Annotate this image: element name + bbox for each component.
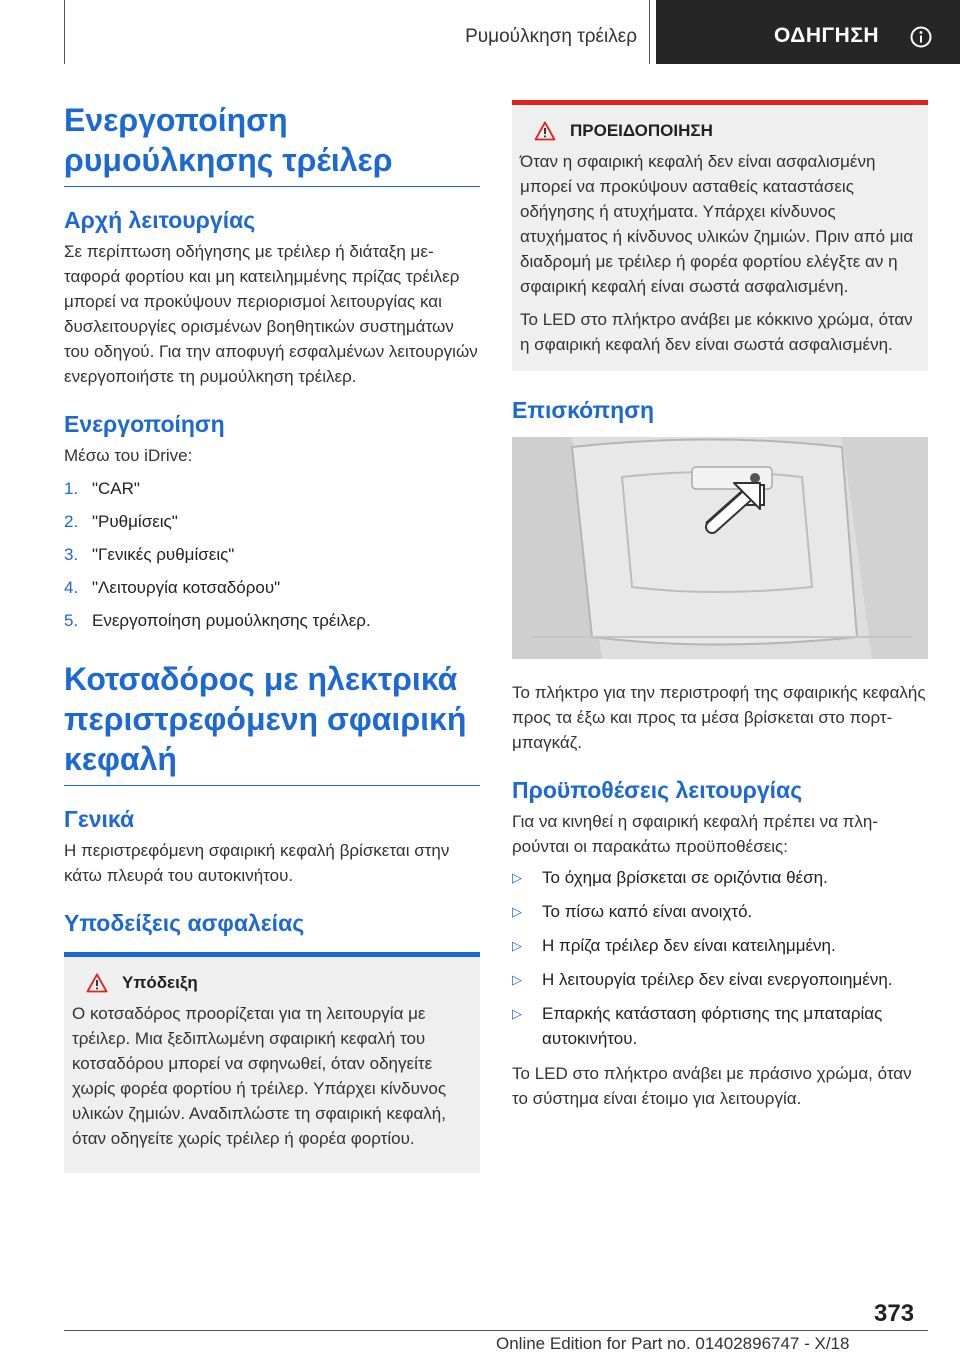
triangle-bullet-icon: ▷	[512, 1006, 522, 1021]
heading-trailer-activation: Ενεργοποίηση ρυμούλκησης τρέιλερ	[64, 100, 480, 187]
heading-electric-hitch: Κοτσαδόρος με ηλεκτρικά περιστρεφόμενη σφαιρική κεφαλή	[64, 659, 480, 786]
paragraph-principle: Σε περίπτωση οδήγησης με τρέιλερ ή διάταξη μεταφορά φορτίου και μη κατειλημμένης πρίζας τρέιλερ μπορεί να προκύψουν περιορισμοί λειτουργίας και δυσλειτουργίες ορισμένων βοηθητικών συστημάτων του οδηγού. Για την αποφυγή εσφαλμένων λειτουργιών ενεργοποιήστε τη ρυμούλκηση τρέιλερ.	[64, 242, 478, 386]
paragraph-green-led: Το LED στο πλήκτρο ανάβει με πράσινο χρώμα, όταν το σύστημα είναι έτοιμο για λειτουργία.	[512, 1064, 912, 1108]
warning-triangle-icon	[86, 973, 108, 993]
header-section-title: Ρυμούλκηση τρέιλερ	[465, 26, 637, 47]
warning-box	[512, 100, 928, 371]
warning-title: ΠΡΟΕΙΔΟΠΟΙΗΣΗ	[520, 121, 920, 141]
header-chapter-tab	[656, 0, 960, 64]
triangle-bullet-icon: ▷	[512, 904, 522, 919]
heading-general: Γενικά	[64, 806, 135, 832]
heading-safety: Υποδείξεις ασφαλείας	[64, 910, 305, 936]
footer-divider	[64, 1330, 928, 1331]
list-item: 1. "CAR"	[64, 479, 140, 498]
right-column	[512, 100, 928, 1111]
notice-title: Υπόδειξη	[72, 973, 472, 993]
list-item: ▷ Η λειτουργία τρέιλερ δεν είναι ενεργοποιημένη.	[512, 967, 928, 992]
heading-overview: Επισκόπηση	[512, 397, 654, 423]
notice-text: Ο κοτσαδόρος προορίζεται για τη λειτουργία με τρέιλερ. Μια ξεδιπλωμένη σφαιρική κεφαλή του κοτσαδόρου μπορεί να σφηνωθεί, όταν οδηγείτε χωρίς φορέα φορτίου ή τρέιλερ. Υπάρχει κίνδυνος υλικών ζημιών. Αναδιπλώστε τη σφαιρική κεφαλή, όταν οδηγείτε χωρίς τρέιλερ ή φορέα φορτίου.	[72, 1004, 447, 1148]
header-section-tab	[64, 0, 650, 64]
list-item: 2. "Ρυθμίσεις"	[64, 512, 178, 531]
list-item: ▷ Επαρκής κατάσταση φόρτισης της μπαταρίας αυτοκινήτου.	[512, 1001, 928, 1051]
warning-text-1: Όταν η σφαιρική κεφαλή δεν είναι ασφαλισμένη μπορεί να προκύψουν ασταθείς καταστάσεις οδήγησης ή ατυχήματα. Υπάρχει κίνδυνος ατυχήματος ή κίνδυνος υλικών ζημιών. Πριν από μια διαδρομή με τρέιλερ ή φορέα φορτίου ελέγξτε αν η σφαιρική κεφαλή είναι σωστά ασφαλισμένη.	[520, 152, 914, 296]
paragraph-conditions: Για να κινηθεί η σφαιρική κεφαλή πρέπει να πληρούνται οι παρακάτω προϋποθέσεις:	[512, 812, 879, 856]
list-item: 3. "Γενικές ρυθμίσεις"	[64, 545, 235, 564]
list-item: 5. Ενεργοποίηση ρυμούλκησης τρέιλερ.	[64, 611, 371, 630]
trunk-button-photo	[512, 437, 928, 659]
info-circle-icon[interactable]	[910, 26, 932, 48]
footer-edition: Online Edition for Part no. 01402896747 - X/18	[496, 1334, 850, 1353]
list-item: 4. "Λειτουργία κοτσαδόρου"	[64, 578, 281, 597]
paragraph-general: Η περιστρεφόμενη σφαιρική κεφαλή βρίσκεται στην κάτω πλευρά του αυτοκινήτου.	[64, 841, 450, 885]
paragraph-idrive: Μέσω του iDrive:	[64, 446, 193, 465]
notice-box	[64, 952, 480, 1173]
triangle-bullet-icon: ▷	[512, 870, 522, 885]
triangle-bullet-icon: ▷	[512, 938, 522, 953]
header-chapter-title: ΟΔΗΓΗΣΗ	[774, 24, 880, 47]
list-item: ▷ Η πρίζα τρέιλερ δεν είναι κατειλημμένη.	[512, 933, 928, 958]
warning-triangle-icon	[534, 121, 556, 141]
page-number: 373	[874, 1300, 915, 1327]
heading-conditions: Προϋποθέσεις λειτουργίας	[512, 777, 803, 803]
paragraph-overview: Το πλήκτρο για την περιστροφή της σφαιρικής κεφαλής προς τα έξω και προς τα μέσα βρίσκεται στο πορτ-μπαγκάζ.	[512, 683, 926, 752]
triangle-bullet-icon: ▷	[512, 972, 522, 987]
activation-steps	[64, 476, 480, 633]
heading-activation: Ενεργοποίηση	[64, 411, 225, 437]
list-item: ▷ Το όχημα βρίσκεται σε οριζόντια θέση.	[512, 865, 928, 890]
conditions-list	[512, 865, 928, 1051]
left-column	[64, 100, 480, 1173]
heading-principle: Αρχή λειτουργίας	[64, 207, 256, 233]
list-item: ▷ Το πίσω καπό είναι ανοιχτό.	[512, 899, 928, 924]
warning-text-2: Το LED στο πλήκτρο ανάβει με κόκκινο χρώμα, όταν η σφαιρική κεφαλή δεν είναι σωστά ασφαλισμένη.	[520, 310, 913, 354]
